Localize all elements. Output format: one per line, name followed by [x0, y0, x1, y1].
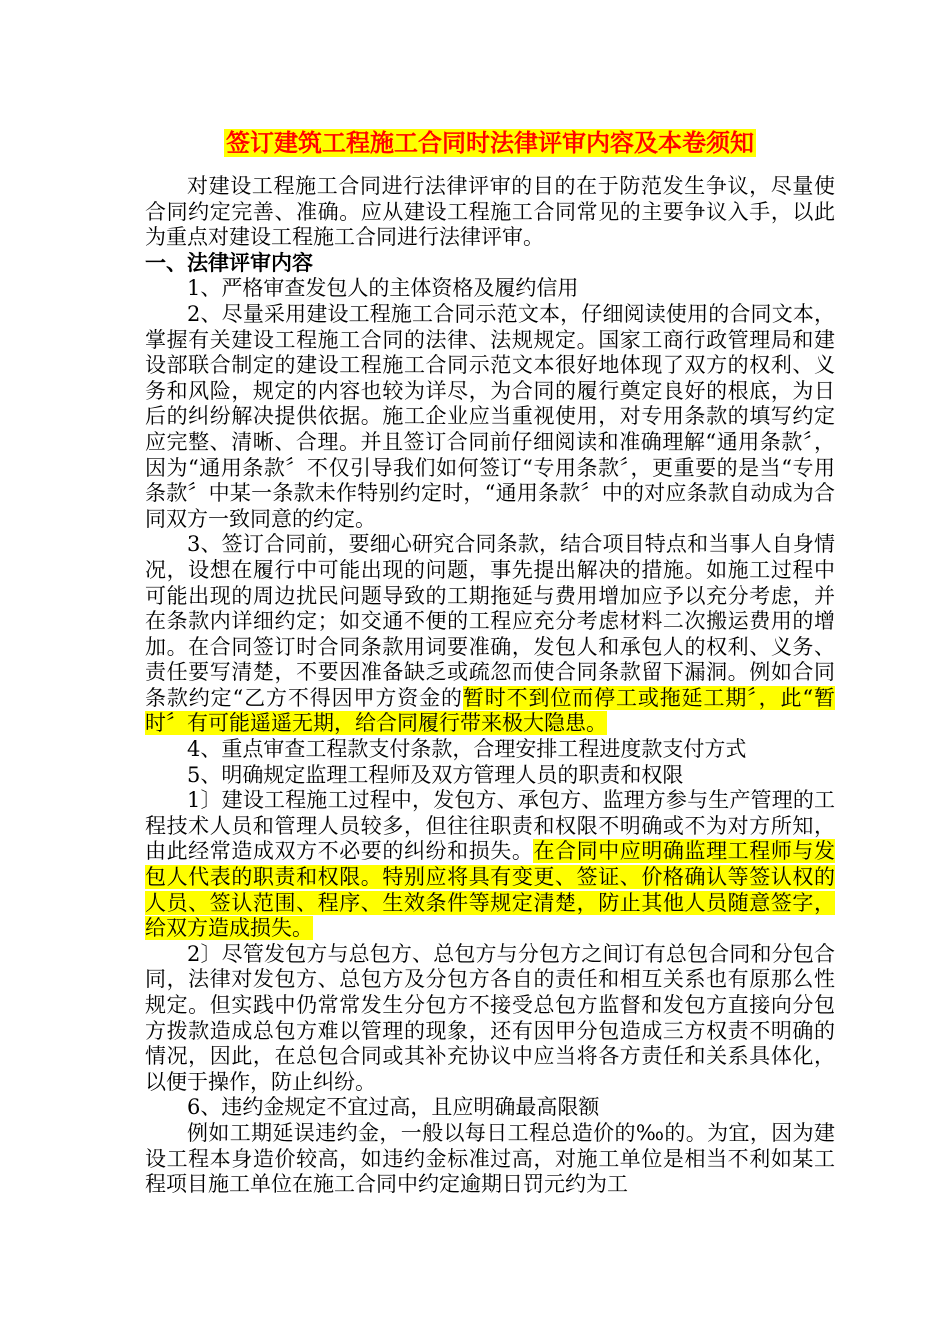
item-5-sub-1-text: 1〕建设工程施工过程中，发包方、承包方、监理方参与生产管理的工程技术人员和管理人员较多，但往往职责和权限不明确或不为对方所知，由此经常造成双方不必要的纠纷和损失。 — [145, 788, 835, 864]
item-1: 1、严格审查发包人的主体资格及履约信用 — [187, 276, 579, 301]
item-4: 4、重点审查工程款支付条款，合理安排工程进度款支付方式 — [187, 737, 747, 762]
intro-paragraph: 对建设工程施工合同进行法律评审的目的在于防范发生争议，尽量使合同约定完善、准确。应从建设工程施工合同常见的主要争议入手，以此为重点对建设工程施工合同进行法律评审。 — [145, 174, 835, 250]
item-5-sub-1-highlight: 在合同中应明确监理工程师与发包人代表的职责和权限。特别应将具有变更、签证、价格确认等签认权的人员、签认范围、程序、生效条件等规定清楚，防止其他人员随意签字，给双方造成损失。 — [145, 839, 836, 941]
item-5-sub-2: 2〕尽管发包方与总包方、总包方与分包方之间订有总包合同和分包合同，法律对发包方、总包方及分包方各自的责任和相互关系也有原那么性规定。但实践中仍常常发生分包方不接受总包方监督和发包方直接向分包方拨款造成总包方难以管理的现象，还有因甲分包造成三方权责不明确的情况，因此，在总包合同或其补充协议中应当将各方责任和关系具体化，以便于操作，防止纠纷。 — [145, 941, 835, 1094]
section-heading: 一、法律评审内容 — [145, 250, 313, 275]
item-2: 2、尽量采用建设工程施工合同示范文本，仔细阅读使用的合同文本，掌握有关建设工程施工合同的法律、法规规定。国家工商行政管理局和建设部联合制定的建设工程施工合同示范文本很好地体现了双方的权利、义务和风险，规定的内容也较为详尽，为合同的履行奠定良好的根底，为日后的纠纷解决提供依据。施工企业应当重视使用，对专用条款的填写约定应完整、清晰、合理。并且签订合同前仔细阅读和准确理解“通用条款〞，因为“通用条款〞不仅引导我们如何签订“专用条款〞，更重要的是当“专用条款〞中某一条款未作特别约定时，“通用条款〞中的对应条款自动成为合同双方一致同意的约定。 — [145, 301, 835, 531]
item-5-sub-1 — [145, 788, 835, 942]
item-5: 5、明确规定监理工程师及双方管理人员的职责和权限 — [187, 762, 684, 787]
document-title — [145, 126, 835, 160]
item-6-example: 例如工期延误违约金，一般以每日工程总造价的‰的。为宜，因为建设工程本身造价较高，如违约金标准过高，对施工单位是相当不利如某工程项目施工单位在施工合同中约定逾期日罚元约为工 — [145, 1120, 835, 1197]
document-body — [145, 126, 835, 1198]
item-3-text: 3、签订合同前，要细心研究合同条款，结合项目特点和当事人自身情况，设想在履行中可能出现的问题，事先提出解决的措施。如施工过程中可能出现的周边扰民问题导致的工期拖延与费用增加应予以充分考虑，并在条款内详细约定；如交通不便的工程应充分考虑材料二次搬运费用的增加。在合同签订时合同条款用词要准确，发包人和承包人的权利、义务、责任要写清楚，不要因准备缺乏或疏忽而使合同条款留下漏洞。例如合同条款约定“乙方不得因甲方资金的 — [145, 532, 835, 710]
document-title-text: 签订建筑工程施工合同时法律评审内容及本卷须知 — [226, 129, 754, 157]
item-6: 6、违约金规定不宜过高，且应明确最高限额 — [187, 1095, 600, 1120]
item-3-highlight: 暂时不到位而停工或拖延工期〞，此“暂时〞有可能遥遥无期，给合同履行带来极大隐患。 — [145, 685, 835, 736]
item-3 — [145, 532, 835, 737]
